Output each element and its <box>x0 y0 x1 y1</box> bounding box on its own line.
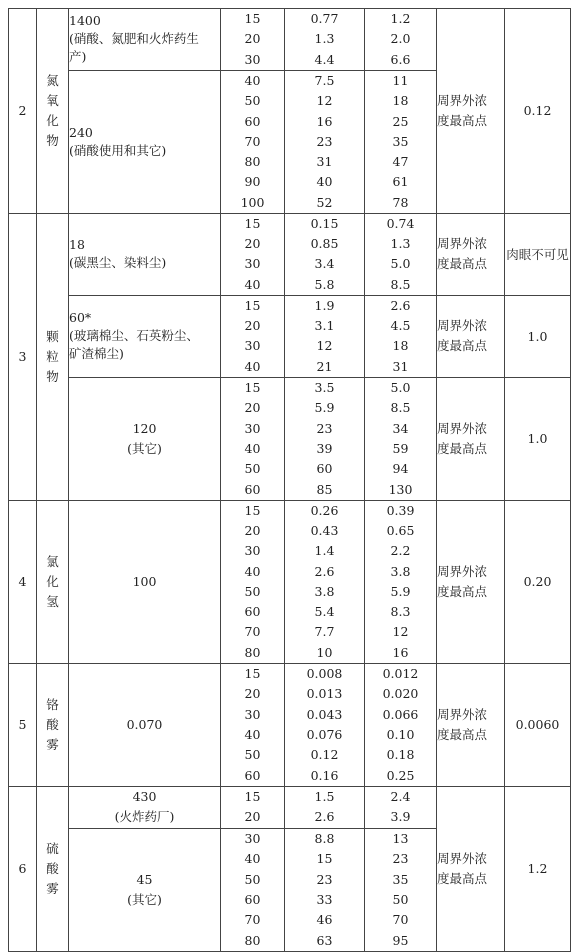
row-number: 3 <box>9 213 37 500</box>
emission-rate-a-column <box>285 295 365 377</box>
stack-height-value: 50 <box>244 747 261 763</box>
emission-rate-b-value: 13 <box>392 830 409 846</box>
table-row <box>9 663 571 786</box>
emission-rate-a-value: 10 <box>316 644 333 660</box>
emission-rate-a-value: 0.26 <box>310 502 339 518</box>
pollutant-name-char: 雾 <box>46 736 59 752</box>
concentration-text: (其它) <box>127 440 162 456</box>
emission-rate-b-value: 50 <box>392 891 409 907</box>
stack-height-value: 40 <box>244 563 261 579</box>
emission-rate-b-value: 70 <box>392 912 409 928</box>
stack-height-value: 80 <box>244 932 261 948</box>
max-concentration <box>69 786 221 828</box>
stack-height-value: 15 <box>244 788 261 804</box>
pollutant-name-char: 铬 <box>46 696 59 712</box>
stack-height-value: 40 <box>244 72 261 88</box>
emission-rate-b-value: 18 <box>392 93 409 109</box>
emission-rate-a-value: 23 <box>316 871 333 887</box>
emission-rate-a-value: 40 <box>316 174 333 190</box>
boundary-limit: 0.12 <box>505 9 571 214</box>
emission-rate-a-value: 3.8 <box>314 583 335 599</box>
emission-rate-a-value: 23 <box>316 133 333 149</box>
emission-rate-b-value: 59 <box>392 440 409 456</box>
emission-rate-b-value: 35 <box>392 133 409 149</box>
table-row <box>9 500 571 663</box>
stack-height-value: 30 <box>244 543 261 559</box>
emission-rate-b-column <box>365 786 437 828</box>
concentration-text: (其它) <box>127 891 162 907</box>
emission-rate-a-value: 0.12 <box>310 747 339 763</box>
emission-rate-b-value: 2.2 <box>390 543 411 559</box>
stack-height-value: 40 <box>244 851 261 867</box>
pollutant-name-char: 氧 <box>46 92 59 108</box>
monitoring-point-text: 周界外浓 <box>437 850 488 866</box>
pollutant-name-char: 氢 <box>46 593 59 609</box>
emission-rate-b-value: 16 <box>392 644 409 660</box>
emission-rate-b-value: 1.3 <box>390 236 411 252</box>
stack-height-value: 20 <box>244 236 261 252</box>
emission-rate-b-value: 4.5 <box>390 318 411 334</box>
emission-rate-b-value: 8.5 <box>390 276 411 292</box>
emission-rate-b-column <box>365 70 437 213</box>
emission-rate-b-value: 5.0 <box>390 256 411 272</box>
stack-height-value: 30 <box>244 706 261 722</box>
stack-height-column <box>221 663 285 786</box>
stack-height-value: 70 <box>244 912 261 928</box>
pollutant-name-char: 颗 <box>46 328 59 344</box>
emission-rate-a-value: 21 <box>316 358 333 374</box>
stack-height-value: 20 <box>244 400 261 416</box>
emission-rate-b-column <box>365 663 437 786</box>
emission-rate-b-value: 23 <box>392 851 409 867</box>
emission-rate-a-value: 1.3 <box>314 31 335 47</box>
stack-height-value: 50 <box>244 583 261 599</box>
monitoring-point-text: 周界外浓 <box>437 563 488 579</box>
emission-rate-b-value: 8.5 <box>390 400 411 416</box>
emission-rate-a-column <box>285 213 365 295</box>
stack-height-value: 15 <box>244 379 261 395</box>
monitoring-point <box>437 663 505 786</box>
stack-height-value: 70 <box>244 624 261 640</box>
boundary-limit: 0.0060 <box>505 663 571 786</box>
stack-height-value: 30 <box>244 338 261 354</box>
pollutant-name-char: 化 <box>46 112 59 128</box>
stack-height-value: 15 <box>244 502 261 518</box>
concentration-text: 矿渣棉尘) <box>69 346 124 362</box>
pollutant-name <box>37 500 69 663</box>
pollutant-name-char: 氮 <box>46 72 59 88</box>
max-concentration <box>69 663 221 786</box>
stack-height-value: 30 <box>244 256 261 272</box>
emission-rate-a-value: 15 <box>316 851 333 867</box>
emission-rate-b-value: 2.6 <box>390 297 411 313</box>
emission-rate-b-column <box>365 295 437 377</box>
stack-height-value: 70 <box>244 133 261 149</box>
concentration-text: 120 <box>132 420 157 436</box>
stack-height-value: 15 <box>244 11 261 26</box>
emission-rate-a-value: 12 <box>316 338 333 354</box>
stack-height-value: 80 <box>244 154 261 170</box>
stack-height-value: 15 <box>244 215 261 231</box>
concentration-text: (火炸药厂) <box>114 809 175 825</box>
emission-rate-a-value: 0.15 <box>310 215 339 231</box>
stack-height-value: 20 <box>244 686 261 702</box>
max-concentration <box>69 9 221 71</box>
pollutant-name-char: 酸 <box>46 716 59 732</box>
emission-rate-a-value: 0.076 <box>306 726 343 742</box>
emission-rate-b-value: 8.3 <box>390 604 411 620</box>
monitoring-point <box>437 9 505 214</box>
emission-rate-a-value: 1.5 <box>314 788 335 804</box>
emission-rate-a-value: 1.9 <box>314 297 335 313</box>
concentration-text: 240 <box>69 124 93 140</box>
emission-rate-b-value: 2.0 <box>390 31 411 47</box>
monitoring-point-text: 周界外浓 <box>437 420 488 436</box>
monitoring-point <box>437 377 505 500</box>
emission-rate-b-column <box>365 9 437 71</box>
boundary-limit: 1.0 <box>505 295 571 377</box>
stack-height-column <box>221 786 285 828</box>
emission-rate-a-value: 5.8 <box>314 276 335 292</box>
monitoring-point <box>437 295 505 377</box>
row-number: 4 <box>9 500 37 663</box>
emission-rate-b-value: 3.9 <box>390 809 411 825</box>
emission-rate-a-value: 46 <box>316 912 333 928</box>
stack-height-value: 40 <box>244 440 261 456</box>
stack-height-column <box>221 295 285 377</box>
emission-rate-b-value: 78 <box>392 194 409 210</box>
emission-rate-a-value: 39 <box>316 440 333 456</box>
monitoring-point-text: 度最高点 <box>437 338 488 354</box>
monitoring-point-text: 度最高点 <box>437 112 488 128</box>
emission-rate-a-value: 2.6 <box>314 809 335 825</box>
stack-height-column <box>221 500 285 663</box>
pollutant-name <box>37 663 69 786</box>
boundary-limit: 1.0 <box>505 377 571 500</box>
row-number: 2 <box>9 9 37 214</box>
stack-height-value: 60 <box>244 604 261 620</box>
table-row <box>9 213 571 295</box>
stack-height-value: 50 <box>244 461 261 477</box>
stack-height-value: 30 <box>244 51 261 67</box>
emission-rate-a-value: 63 <box>316 932 333 948</box>
stack-height-value: 20 <box>244 523 261 539</box>
stack-height-value: 60 <box>244 767 261 783</box>
emission-rate-a-value: 0.77 <box>310 11 339 26</box>
emission-rate-b-value: 31 <box>392 358 409 374</box>
emission-rate-b-value: 0.74 <box>386 215 415 231</box>
monitoring-point-text: 周界外浓 <box>437 318 488 334</box>
stack-height-value: 20 <box>244 318 261 334</box>
emission-rate-b-value: 0.65 <box>386 523 415 539</box>
table-row <box>9 9 571 71</box>
emission-rate-b-value: 5.9 <box>390 583 411 599</box>
emission-rate-b-value: 11 <box>392 72 409 88</box>
emission-rate-b-value: 94 <box>392 461 409 477</box>
pollutant-name-char: 硫 <box>46 840 59 856</box>
max-concentration <box>69 377 221 500</box>
stack-height-value: 40 <box>244 276 261 292</box>
emission-rate-a-value: 7.5 <box>314 72 335 88</box>
pollutant-name-char: 酸 <box>46 860 59 876</box>
emission-rate-b-value: 3.8 <box>390 563 411 579</box>
monitoring-point-text: 度最高点 <box>437 583 488 599</box>
emission-rate-a-value: 0.008 <box>306 665 343 681</box>
emission-rate-a-value: 1.4 <box>314 543 335 559</box>
emission-rate-a-value: 3.5 <box>314 379 335 395</box>
emission-rate-b-column <box>365 377 437 500</box>
emission-rate-a-value: 0.013 <box>306 686 343 702</box>
emission-rate-a-value: 16 <box>316 113 333 129</box>
emission-rate-a-column <box>285 663 365 786</box>
emission-rate-a-value: 4.4 <box>314 51 335 67</box>
emission-rate-a-value: 60 <box>316 461 333 477</box>
max-concentration <box>69 70 221 213</box>
stack-height-column <box>221 9 285 71</box>
table-row <box>9 295 571 377</box>
stack-height-value: 20 <box>244 31 261 47</box>
row-number: 5 <box>9 663 37 786</box>
stack-height-value: 100 <box>240 194 265 210</box>
stack-height-column <box>221 828 285 951</box>
emission-rate-a-value: 0.85 <box>310 236 339 252</box>
pollutant-name <box>37 213 69 500</box>
stack-height-value: 20 <box>244 809 261 825</box>
emission-rate-b-value: 35 <box>392 871 409 887</box>
concentration-text: 1400 <box>69 13 101 29</box>
stack-height-value: 40 <box>244 358 261 374</box>
pollutant-name-char: 氯 <box>46 553 59 569</box>
boundary-limit: 1.2 <box>505 786 571 951</box>
emission-rate-b-value: 34 <box>392 420 409 436</box>
concentration-text: (玻璃棉尘、石英粉尘、 <box>69 328 199 344</box>
emission-rate-b-column <box>365 500 437 663</box>
monitoring-point-text: 度最高点 <box>437 726 488 742</box>
emission-rate-a-value: 5.4 <box>314 604 335 620</box>
emission-rate-a-value: 23 <box>316 420 333 436</box>
stack-height-value: 60 <box>244 891 261 907</box>
monitoring-point-text: 度最高点 <box>437 256 488 272</box>
concentration-text: 45 <box>136 871 153 887</box>
stack-height-value: 60 <box>244 481 261 497</box>
emission-rate-b-column <box>365 213 437 295</box>
emission-rate-a-column <box>285 500 365 663</box>
monitoring-point-text: 度最高点 <box>437 870 488 886</box>
document-page <box>8 8 571 952</box>
stack-height-value: 40 <box>244 726 261 742</box>
emission-rate-a-value: 85 <box>316 481 333 497</box>
emission-rate-b-value: 25 <box>392 113 409 129</box>
monitoring-point-text: 周界外浓 <box>437 92 488 108</box>
concentration-text: (碳黑尘、染料尘) <box>69 255 167 271</box>
emission-rate-b-value: 1.2 <box>390 11 411 26</box>
stack-height-value: 60 <box>244 113 261 129</box>
emission-rate-a-value: 7.7 <box>314 624 335 640</box>
emission-rate-a-value: 0.043 <box>306 706 343 722</box>
monitoring-point <box>437 786 505 951</box>
monitoring-point <box>437 500 505 663</box>
table-row <box>9 786 571 828</box>
stack-height-value: 15 <box>244 297 261 313</box>
pollutant-name <box>37 786 69 951</box>
stack-height-column <box>221 213 285 295</box>
emission-rate-b-value: 0.020 <box>382 686 419 702</box>
emission-rate-b-value: 130 <box>388 481 413 497</box>
max-concentration <box>69 500 221 663</box>
monitoring-point-text: 周界外浓 <box>437 236 488 252</box>
pollutant-name-char: 粒 <box>46 348 59 364</box>
stack-height-column <box>221 70 285 213</box>
stack-height-value: 15 <box>244 665 261 681</box>
emission-rate-a-value: 5.9 <box>314 400 335 416</box>
boundary-limit: 0.20 <box>505 500 571 663</box>
emission-rate-b-value: 6.6 <box>390 51 411 67</box>
emission-rate-b-value: 0.012 <box>382 665 419 681</box>
stack-height-value: 50 <box>244 93 261 109</box>
emission-rate-a-value: 12 <box>316 93 333 109</box>
emission-rate-a-value: 0.16 <box>310 767 339 783</box>
pollutant-name-char: 雾 <box>46 880 59 896</box>
emission-rate-a-column <box>285 377 365 500</box>
emission-standard-table <box>8 8 571 952</box>
concentration-text: 0.070 <box>126 716 163 732</box>
table-row <box>9 377 571 500</box>
boundary-limit: 肉眼不可见 <box>505 213 571 295</box>
max-concentration <box>69 213 221 295</box>
emission-rate-a-value: 0.43 <box>310 523 339 539</box>
stack-height-value: 30 <box>244 420 261 436</box>
emission-rate-b-value: 47 <box>392 154 409 170</box>
concentration-text: 产) <box>69 49 87 65</box>
emission-rate-a-value: 3.1 <box>314 318 335 334</box>
concentration-text: 18 <box>69 237 85 253</box>
stack-height-value: 30 <box>244 830 261 846</box>
concentration-text: 60* <box>69 310 92 326</box>
emission-rate-a-column <box>285 9 365 71</box>
pollutant-name-char: 物 <box>46 132 59 148</box>
monitoring-point-text: 周界外浓 <box>437 706 488 722</box>
emission-rate-a-value: 52 <box>316 194 333 210</box>
emission-rate-b-value: 0.10 <box>386 726 415 742</box>
emission-rate-a-column <box>285 786 365 828</box>
emission-rate-b-value: 18 <box>392 338 409 354</box>
concentration-text: (硝酸、氮肥和火炸药生 <box>69 31 199 47</box>
stack-height-column <box>221 377 285 500</box>
emission-rate-b-value: 0.25 <box>386 767 415 783</box>
emission-rate-b-value: 95 <box>392 932 409 948</box>
emission-rate-b-value: 5.0 <box>390 379 411 395</box>
emission-rate-b-value: 2.4 <box>390 788 411 804</box>
stack-height-value: 50 <box>244 871 261 887</box>
emission-rate-b-value: 12 <box>392 624 409 640</box>
emission-rate-a-column <box>285 828 365 951</box>
emission-rate-a-value: 33 <box>316 891 333 907</box>
pollutant-name-char: 化 <box>46 573 59 589</box>
concentration-text: 100 <box>132 573 157 589</box>
stack-height-value: 80 <box>244 644 261 660</box>
emission-rate-a-column <box>285 70 365 213</box>
emission-rate-a-value: 2.6 <box>314 563 335 579</box>
monitoring-point-text: 度最高点 <box>437 440 488 456</box>
emission-rate-a-value: 3.4 <box>314 256 335 272</box>
monitoring-point <box>437 213 505 295</box>
max-concentration <box>69 295 221 377</box>
concentration-text: 430 <box>132 789 157 805</box>
pollutant-name <box>37 9 69 214</box>
row-number: 6 <box>9 786 37 951</box>
pollutant-name-char: 物 <box>46 368 59 384</box>
emission-rate-a-value: 31 <box>316 154 333 170</box>
emission-rate-b-value: 0.18 <box>386 747 415 763</box>
emission-rate-a-value: 8.8 <box>314 830 335 846</box>
concentration-text: (硝酸使用和其它) <box>69 142 167 158</box>
emission-rate-b-value: 0.39 <box>386 502 415 518</box>
max-concentration <box>69 828 221 951</box>
emission-rate-b-value: 61 <box>392 174 409 190</box>
emission-rate-b-column <box>365 828 437 951</box>
stack-height-value: 90 <box>244 174 261 190</box>
emission-rate-b-value: 0.066 <box>382 706 419 722</box>
